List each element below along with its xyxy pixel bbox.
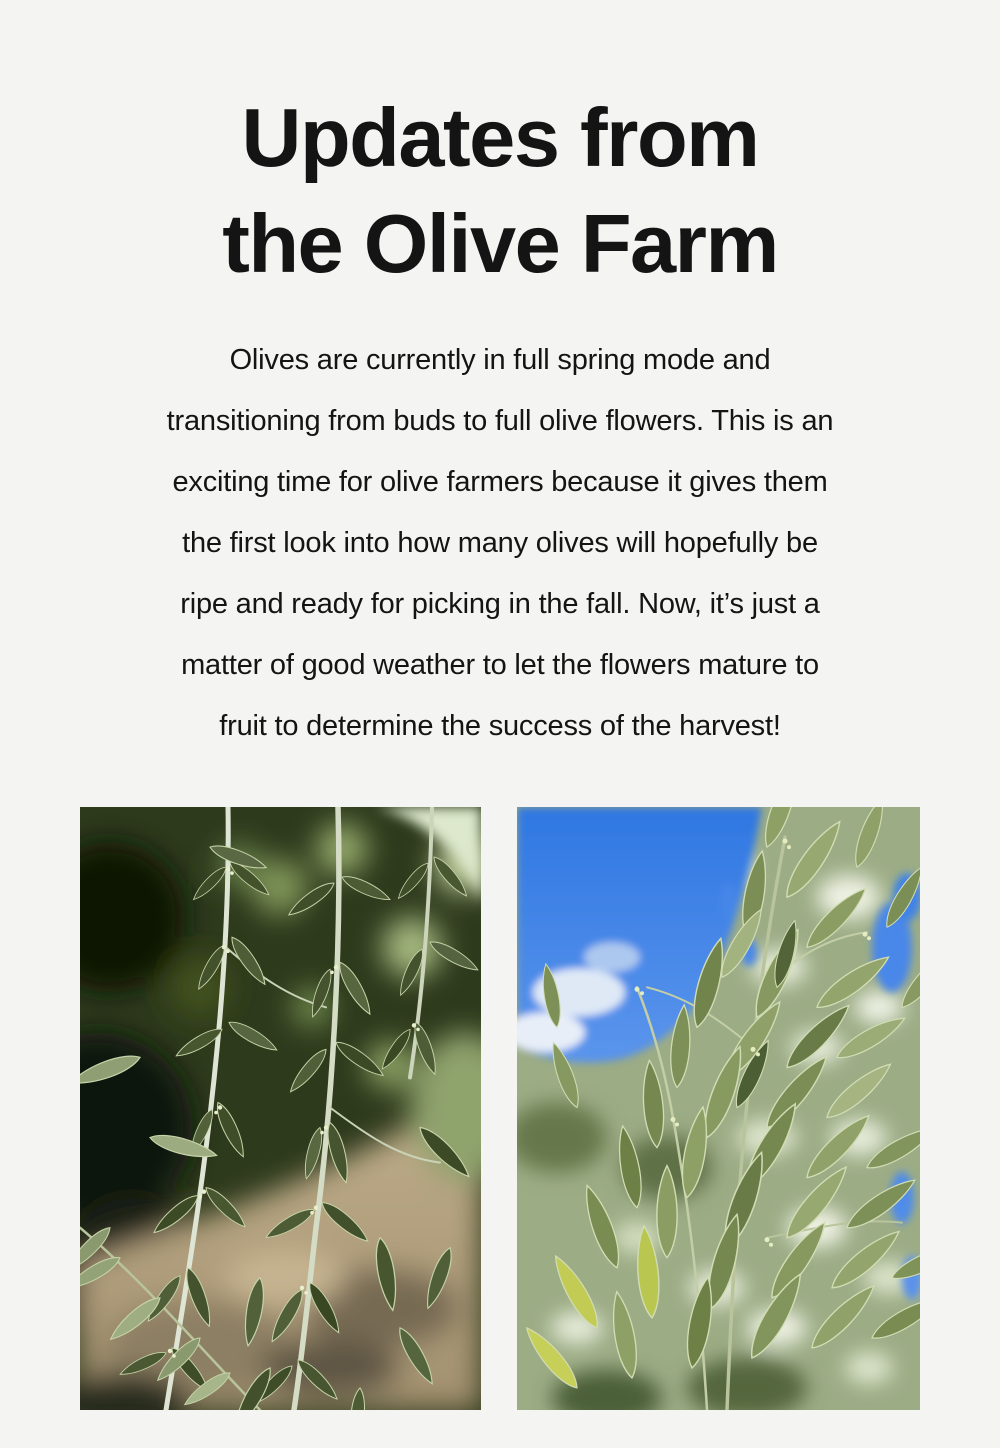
intro-line: fruit to determine the success of the harvest! [219,710,781,742]
page-title-line2: the Olive Farm [222,197,778,290]
intro-line: matter of good weather to let the flowers mature to [181,649,819,681]
intro-line: ripe and ready for picking in the fall. Now, it’s just a [180,588,820,620]
photo-olive-branches-blue-sky [517,807,920,1410]
intro-line: Olives are currently in full spring mode and [229,344,771,376]
page-title [0,85,1000,297]
intro-line: transitioning from buds to full olive flowers. This is an [166,405,834,437]
intro-line: exciting time for olive farmers because it gives them [172,466,828,498]
photo-gallery [80,807,920,1410]
photo-olive-branches-over-soil [80,807,481,1410]
page-title-line1: Updates from [241,91,759,184]
intro-line: the first look into how many olives will hopefully be [182,527,818,559]
intro-paragraph [50,330,950,757]
